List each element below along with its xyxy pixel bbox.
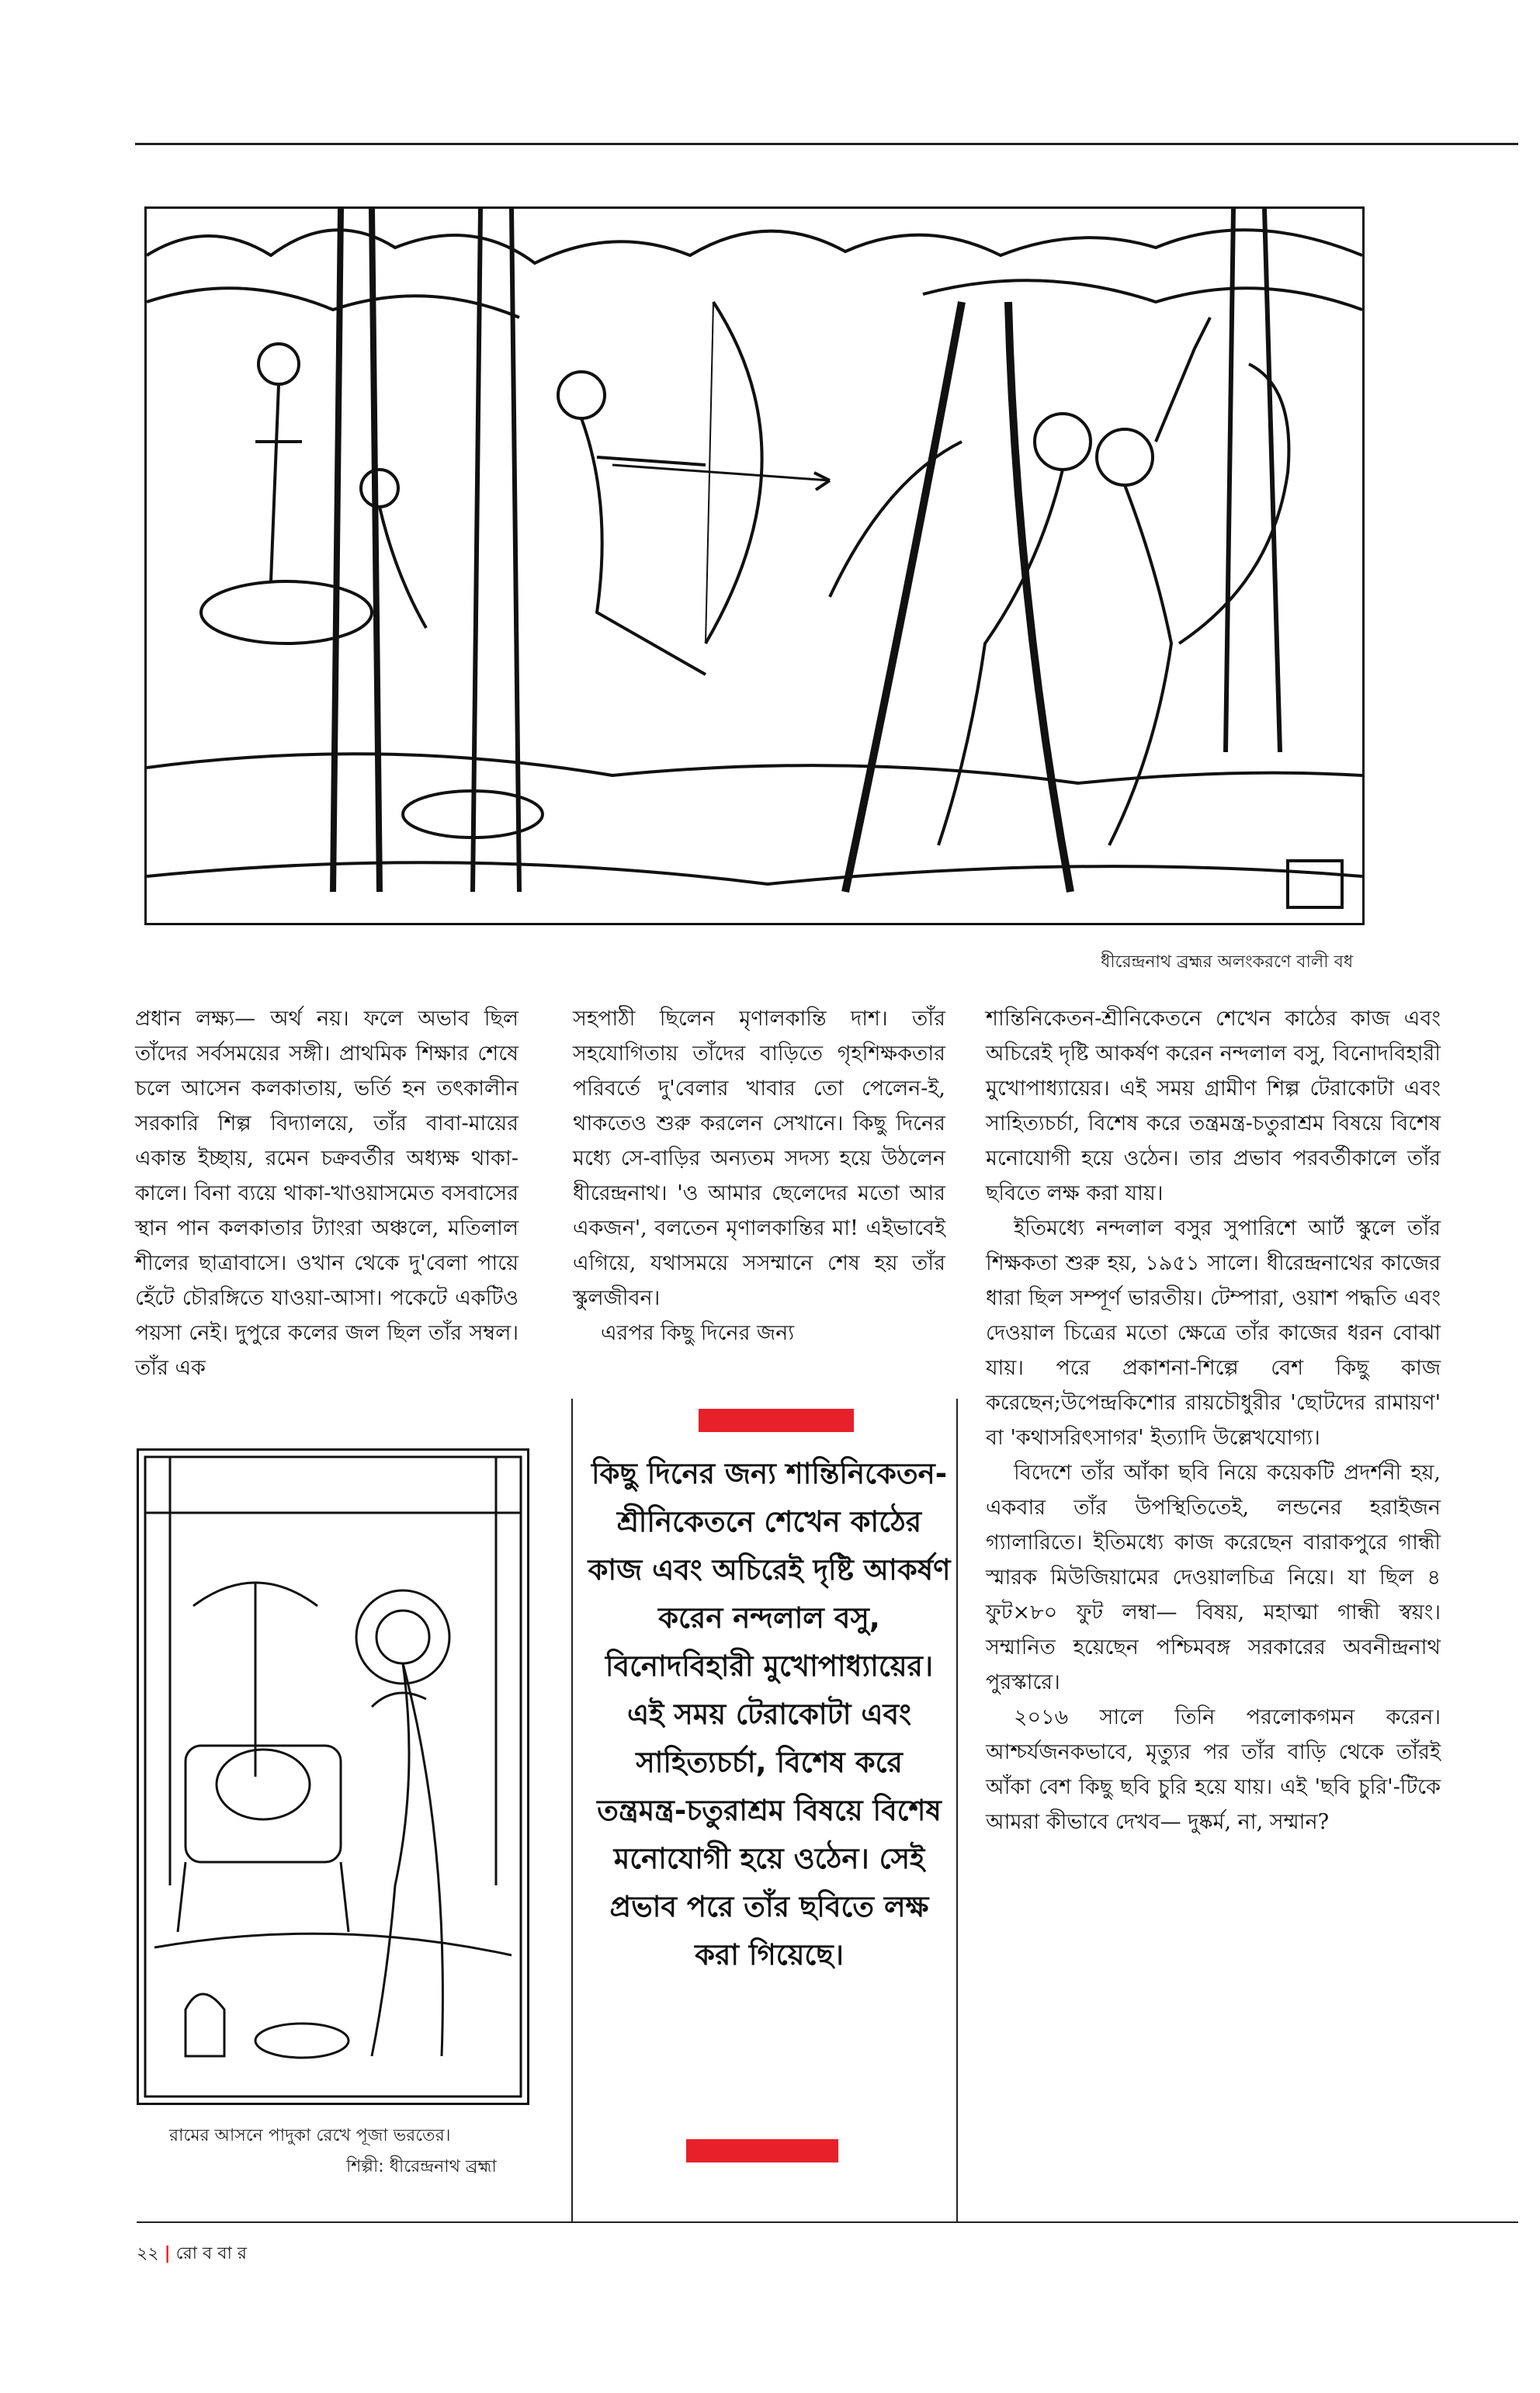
left-column [135, 1001, 519, 1386]
bottom-rule [137, 2221, 1518, 2223]
top-image-caption: ধীরেন্দ্রনাথ ব্রহ্মর অলংকরণে বালী বধ [1101, 952, 1354, 972]
middle-paragraph: এরপর কিছু দিনের জন্য [601, 1321, 795, 1345]
middle-paragraph: সহপাঠী ছিলেন মৃণালকান্তি দাশ। তাঁর সহযোগিতায় তাঁদের বাড়িতে গৃহশিক্ষকতার পরিবর্তে দু'বেলার খাবার তো পেলেন-ই, থাকতেও শুরু করলেন সেখানে। কিছু দিনের মধ্যে সে-বাড়ির অন্যতম সদস্য হয়ে উঠলেন ধীরেন্দ্রনাথ। 'ও আমার ছেলেদের মতো আর একজন', বলতেন মৃণালকান্তির মা! এইভাবেই এগিয়ে, যথাসময়ে সসম্মানে শেষ হয় তাঁর স্কুলজীবন। [573, 1007, 945, 1310]
right-column [986, 1001, 1441, 1840]
right-paragraph: ইতিমধ্যে নন্দলাল বসুর সুপারিশে আর্ট স্কুলে তাঁর শিক্ষকতা শুরু হয়, ১৯৫১ সালে। ধীরেন্দ্রনাথের কাজের ধারা ছিল সম্পূর্ণ ভারতীয়। টেম্পারা, ওয়াশ পদ্ধতি এবং দেওয়াল চিত্রের মতো ক্ষেত্রে তাঁর কাজের ধরন বোঝা যায়। পরে প্রকাশনা-শিল্পে বেশ কিছু কাজ করেছেন;উপেন্দ্রকিশোর রায়চৌধুরীর 'ছোটদের রামায়ণ' বা 'কথাসরিৎসাগর' ইত্যাদি উল্লেখযোগ্য। [986, 1216, 1441, 1450]
top-rule [135, 143, 1518, 145]
bali-vadh-woodcut-icon [147, 209, 1362, 923]
page-number: ২২ [137, 2244, 159, 2263]
column-divider-1 [571, 1399, 573, 2221]
column-divider-2 [956, 1399, 958, 2221]
left-image-caption-line1: রামের আসনে পাদুকা রেখে পূজা ভরতের। [169, 2126, 451, 2145]
bali-vadh-illustration [144, 206, 1365, 925]
pull-quote: কিছু দিনের জন্য শান্তিনিকেতন-শ্রীনিকেতনে শেখেন কাঠের কাজ এবং অচিরেই দৃষ্টি আকর্ষণ করেন নন্দলাল বসু, বিনোদবিহারী মুখোপাধ্যায়ের। এই সময় টেরাকোটা এবং সাহিত্যচর্চা, বিশেষ করে তন্ত্রমন্ত্র-চতুরাশ্রম বিষয়ে বিশেষ মনোযোগী হয়ে ওঠেন। সেই প্রভাব পরে তাঁর ছবিতে লক্ষ করা গিয়েছে। [588, 1457, 951, 1972]
section-name: রো ব বা র [175, 2244, 248, 2263]
folio [137, 2240, 247, 2269]
right-paragraph: বিদেশে তাঁর আঁকা ছবি নিয়ে কয়েকটি প্রদর্শনী হয়, একবার তাঁর উপস্থিতিতেই, লন্ডনের হরাইজন গ্যালারিতে। ইতিমধ্যে কাজ করেছেন বারাকপুরে গান্ধী স্মারক মিউজিয়ামের দেওয়ালচিত্র নিয়ে। যা ছিল ৪ ফুট×৮০ ফুট লম্বা— বিষয়, মহাত্মা গান্ধী স্বয়ং। সম্মানিত হয়েছেন পশ্চিমবঙ্গ সরকারের অবনীন্দ্রনাথ পুরস্কারে। [986, 1461, 1441, 1694]
bharata-worship-illustration [137, 1448, 529, 2105]
left-image-caption-line2: শিল্পী: ধীরেন্দ্রনাথ ব্রহ্মা [346, 2157, 497, 2176]
middle-column [573, 1001, 945, 1351]
pull-quote-top-bar [699, 1409, 854, 1432]
left-paragraph: প্রধান লক্ষ্য— অর্থ নয়। ফলে অভাব ছিল তাঁদের সর্বসময়ের সঙ্গী। প্রাথমিক শিক্ষার শেষে চলে আসেন কলকাতায়, ভর্তি হন তৎকালীন সরকারি শিল্প বিদ্যালয়ে, তাঁর বাবা-মায়ের একান্ত ইচ্ছায়, রমেন চক্রবর্তীর অধ্যক্ষ থাকা-কালে। বিনা ব্যয়ে থাকা-খাওয়াসমেত বসবাসের স্থান পান কলকাতার ট্যাংরা অঞ্চলে, মতিলাল শীলের ছাত্রাবাসে। ওখান থেকে দু'বেলা পায়ে হেঁটে চৌরঙ্গিতে যাওয়া-আসা। পকেটে একটিও পয়সা নেই। দুপুরে কলের জল ছিল তাঁর সম্বল। তাঁর এক [135, 1007, 519, 1380]
right-paragraph: ২০১৬ সালে তিনি পরলোকগমন করেন। আশ্চর্যজনকভাবে, মৃত্যুর পর তাঁর বাড়ি থেকে তাঁরই আঁকা বেশ কিছু ছবি চুরি হয়ে যায়। এই 'ছবি চুরি'-টিকে আমরা কীভাবে দেখব— দুষ্কর্ম, না, সম্মান? [986, 1705, 1441, 1834]
right-paragraph: শান্তিনিকেতন-শ্রীনিকেতনে শেখেন কাঠের কাজ এবং অচিরেই দৃষ্টি আকর্ষণ করেন নন্দলাল বসু, বিনোদবিহারী মুখোপাধ্যায়ের। এই সময় গ্রামীণ শিল্প টেরাকোটা এবং সাহিত্যচর্চা, বিশেষ করে তন্ত্রমন্ত্র-চতুরাশ্রম বিষয়ে বিশেষ মনোযোগী হয়ে ওঠেন। তার প্রভাব পরবর্তীকালে তাঁর ছবিতে লক্ষ করা যায়। [986, 1007, 1441, 1205]
bharata-worship-illustration-icon [139, 1451, 527, 2103]
folio-separator: | [164, 2244, 171, 2263]
pull-quote-bottom-bar [686, 2139, 838, 2162]
